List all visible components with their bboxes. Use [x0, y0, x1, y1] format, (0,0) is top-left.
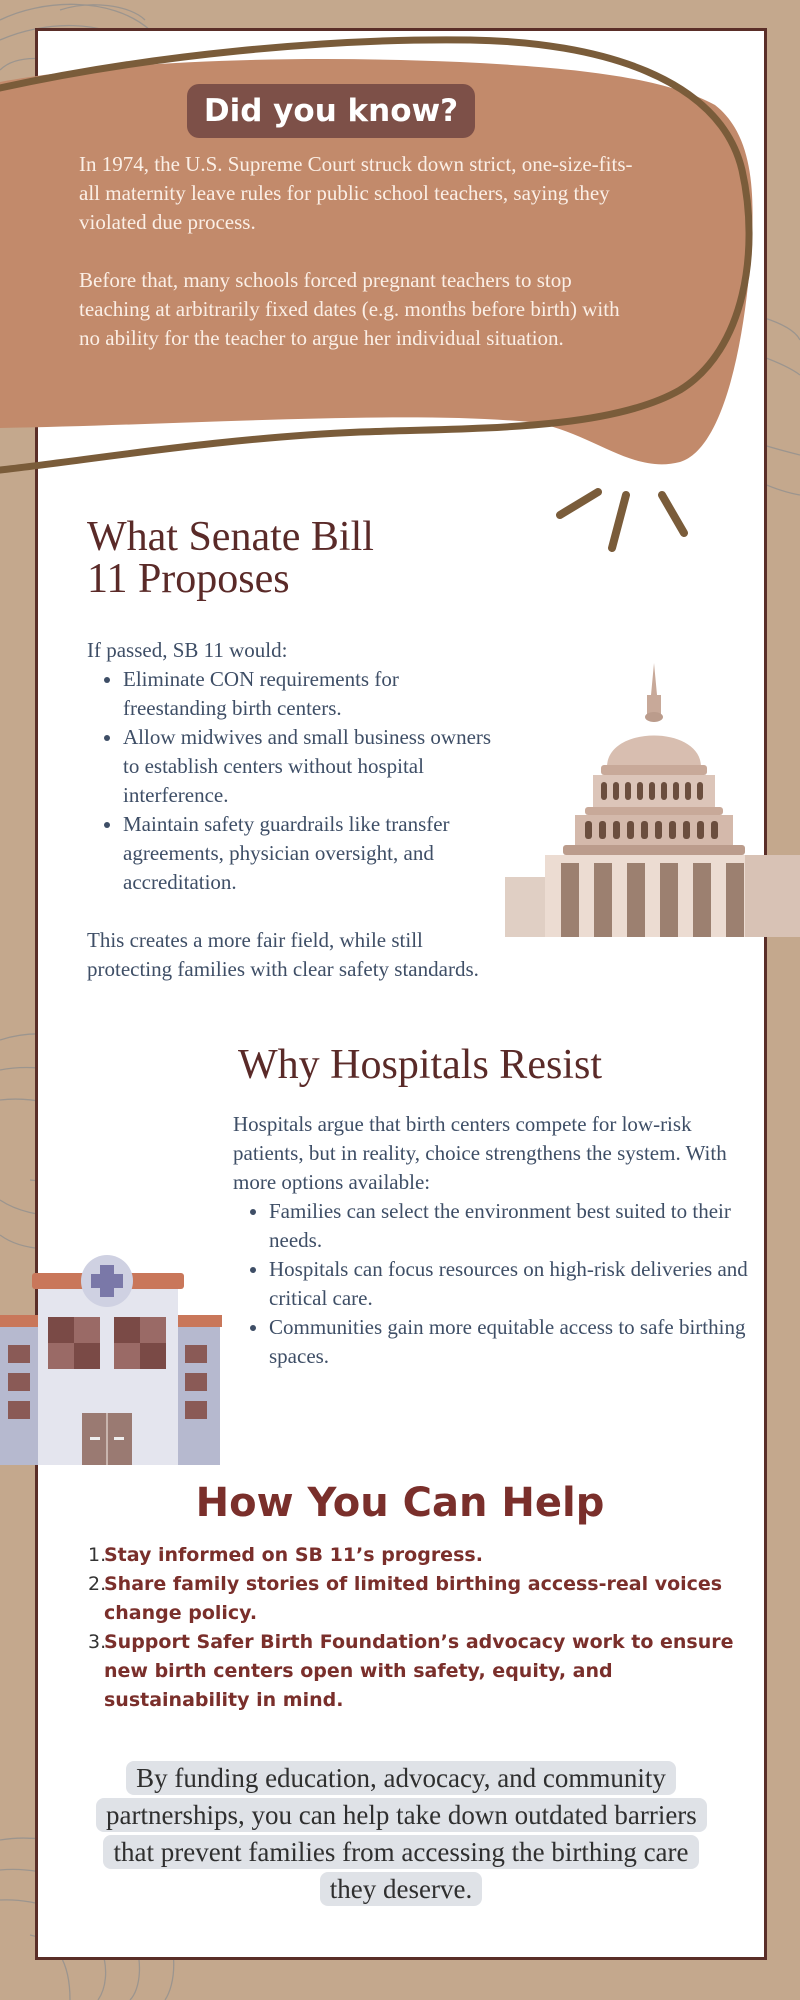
senate-bill-closing: This creates a more fair field, while still protecting families with clear safety standards.: [87, 928, 479, 981]
help-list: [88, 1541, 744, 1715]
help-item-text: Stay informed on SB 11’s progress.: [104, 1544, 483, 1566]
list-number: 2.: [88, 1573, 107, 1595]
list-item: • Communities gain more equitable access to safe birthing spaces.: [269, 1313, 751, 1371]
list-number: 1.: [88, 1544, 107, 1566]
list-number: 3.: [88, 1631, 107, 1653]
help-heading: How You Can Help: [195, 1480, 605, 1526]
hospitals-body: [233, 1110, 751, 1371]
hospitals-intro: Hospitals argue that birth centers compete for low-risk patients, but in reality, choice strengthens the system. With more options available:: [233, 1112, 727, 1194]
list-item: [88, 1541, 744, 1570]
senate-bill-heading-line-1: What Senate Bill: [87, 514, 374, 560]
list-item: • Allow midwives and small business owners to establish centers without hospital interference.: [123, 723, 497, 810]
list-item: [88, 1570, 744, 1628]
senate-bill-heading: [87, 516, 374, 600]
hospitals-list: [233, 1197, 751, 1371]
closing-message: [96, 1760, 706, 1908]
did-you-know-title: Did you know?: [187, 84, 475, 138]
senate-bill-body: [87, 636, 497, 897]
help-item-text: Support Safer Birth Foundation’s advocacy work to ensure new birth centers open with safety, equity, and sustainability in mind.: [104, 1631, 734, 1711]
list-item: • Maintain safety guardrails like transfer agreements, physician oversight, and accreditation.: [123, 810, 497, 897]
list-item: • Eliminate CON requirements for freestanding birth centers.: [123, 665, 497, 723]
senate-bill-intro: If passed, SB 11 would:: [87, 638, 288, 662]
list-item: • Families can select the environment best suited to their needs.: [269, 1197, 751, 1255]
senate-bill-list: [87, 665, 497, 897]
senate-bill-heading-line-2: 11 Proposes: [87, 556, 290, 602]
spark-lines: [560, 492, 684, 548]
help-item-text: Share family stories of limited birthing access-real voices change policy.: [104, 1573, 723, 1624]
list-item: • Hospitals can focus resources on high-risk deliveries and critical care.: [269, 1255, 751, 1313]
capitol-icon: [505, 655, 800, 940]
closing-message-text: By funding education, advocacy, and community partnerships, you can help take down outdated barriers that prevent families from accessing the birthing care they deserve.: [96, 1761, 707, 1906]
hospitals-heading: Why Hospitals Resist: [238, 1042, 602, 1088]
did-you-know-paragraph-1: In 1974, the U.S. Supreme Court struck down strict, one-size-fits-all maternity leave rules for public school teachers, saying they violated due process.: [79, 152, 633, 234]
did-you-know-paragraph-2: Before that, many schools forced pregnant teachers to stop teaching at arbitrarily fixed dates (e.g. months before birth) with no ability for the teacher to argue her individual situation.: [79, 268, 620, 350]
list-item: [88, 1628, 744, 1715]
hospital-icon: [0, 1255, 225, 1465]
